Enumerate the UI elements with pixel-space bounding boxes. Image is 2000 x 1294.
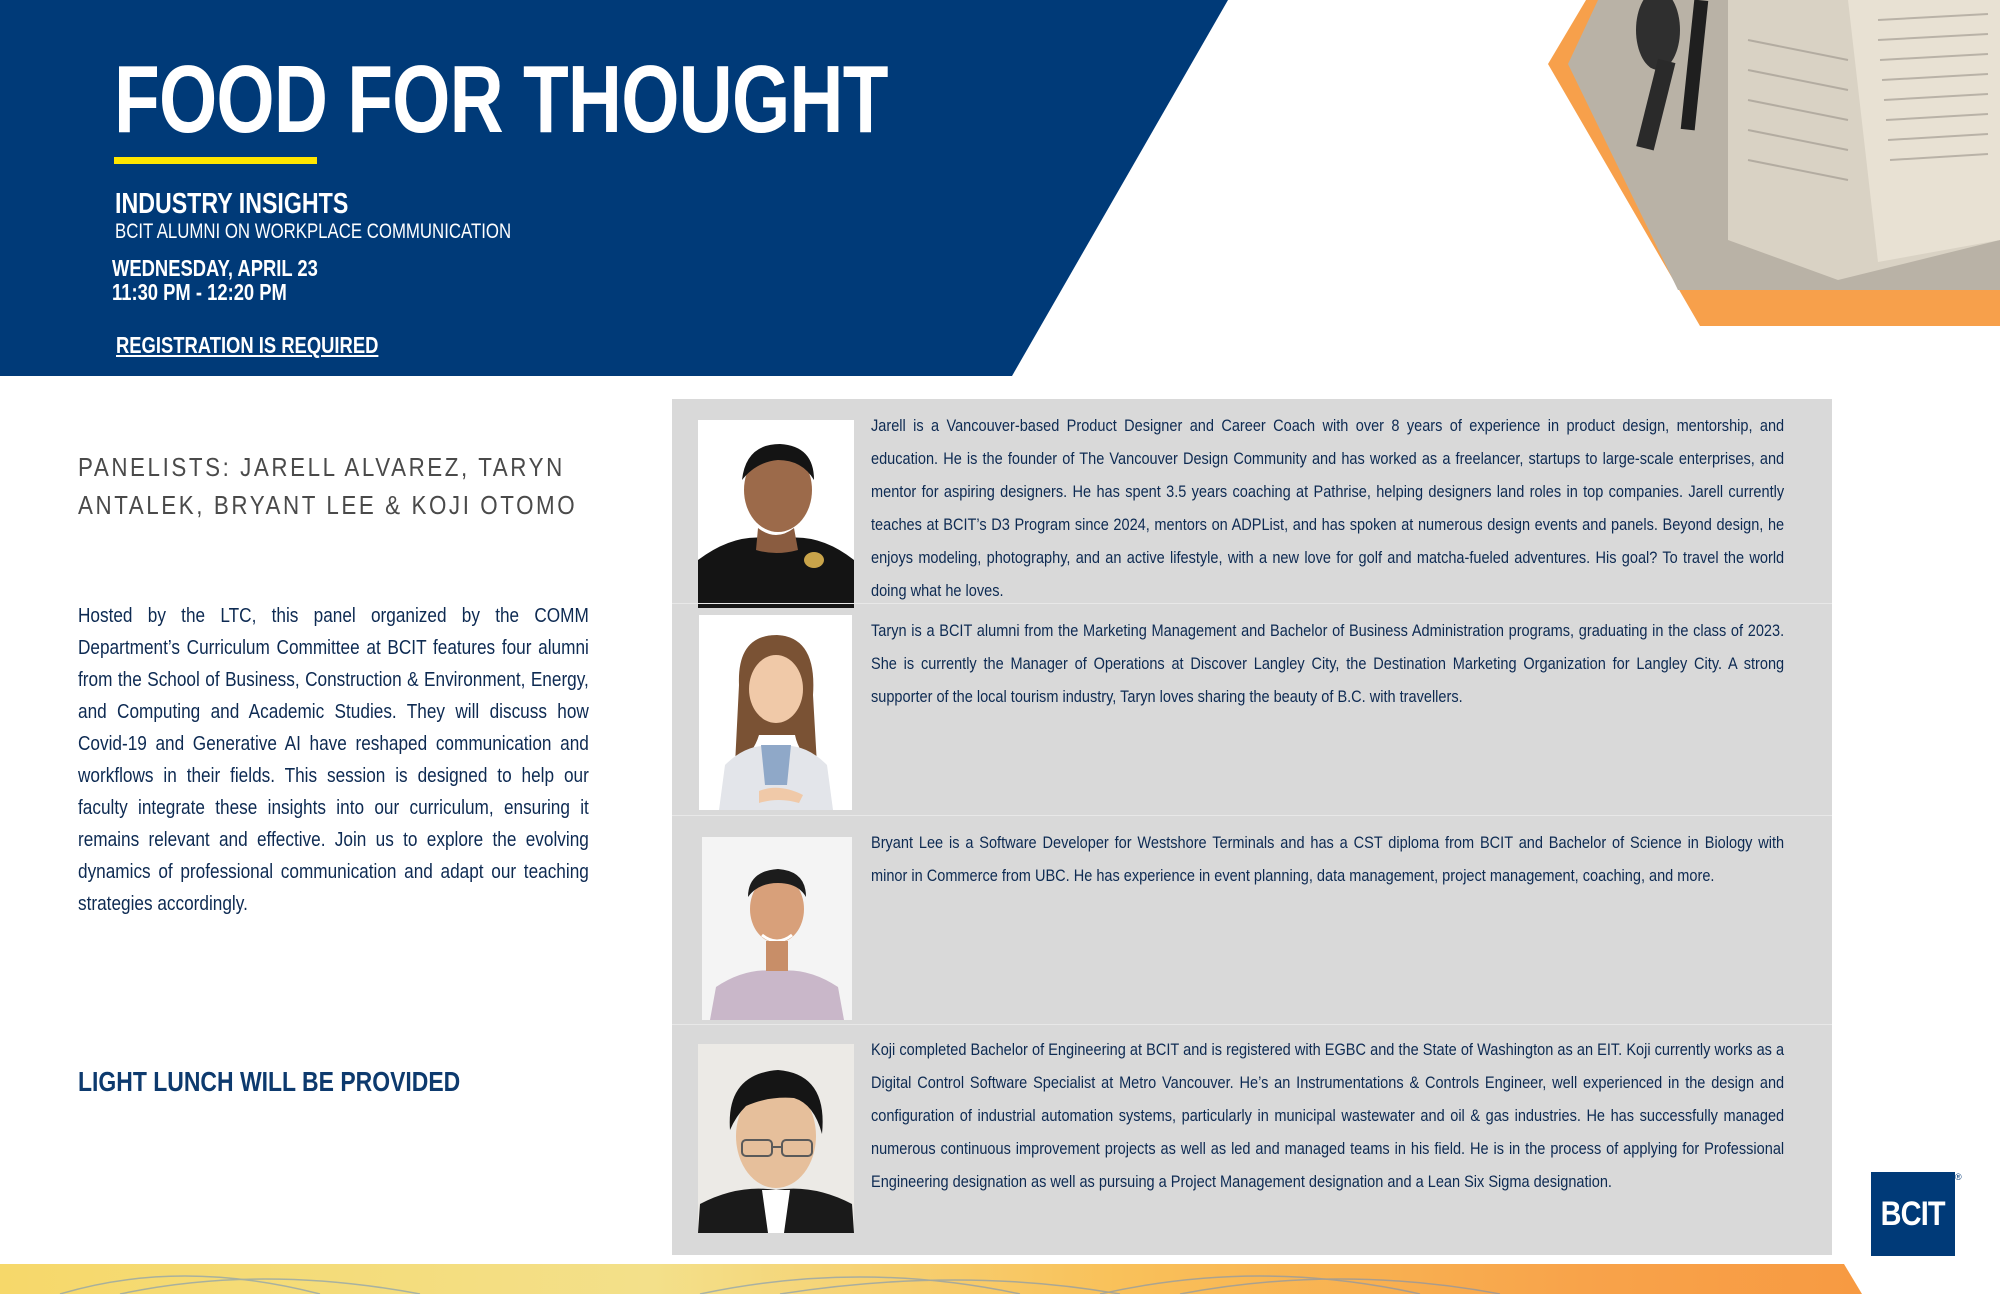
panelist-photo-koji — [698, 1044, 854, 1233]
panelist-bio-taryn: Taryn is a BCIT alumni from the Marketing Management and Bachelor of Business Administration programs, graduating in the class of 2023. She is currently the Manager of Operations at Discover Langley City, the Destination Marketing Organization for Langley City. A strong supporter of the local tourism industry, Taryn loves sharing the beauty of B.C. with travellers. — [871, 621, 1785, 706]
event-title: FOOD FOR THOUGHT — [114, 46, 888, 153]
registration-link[interactable]: REGISTRATION IS REQUIRED — [116, 332, 379, 358]
panelists-heading: PANELISTS: JARELL ALVAREZ, TARYN ANTALEK, BRYANT LEE & KOJI OTOMO — [78, 452, 578, 520]
event-description: Hosted by the LTC, this panel organized by the COMM Department’s Curriculum Committee at BCIT features four alumni from the School of Business, Construction & Environment, Energy, and Computing and Academic Studies. They will discuss how Covid-19 and Generative AI have reshaped communication and workflows in their fields. This session is designed to help our faculty integrate these insights into our curriculum, ensuring it remains relevant and effective. Join us to explore the evolving dynamics of professional communication and adapt our teaching strategies accordingly. — [78, 605, 589, 915]
panelist-photo-bryant — [702, 837, 852, 1020]
footer-decoration — [0, 1264, 2000, 1294]
panelists-box — [672, 399, 1832, 1255]
event-date: WEDNESDAY, APRIL 23 — [112, 255, 318, 281]
lunch-note: LIGHT LUNCH WILL BE PROVIDED — [78, 1066, 461, 1097]
panelist-card — [672, 399, 1832, 603]
panelist-card — [672, 604, 1832, 815]
event-subtitle: INDUSTRY INSIGHTS — [115, 188, 349, 220]
panelist-bio-jarell: Jarell is a Vancouver-based Product Designer and Career Coach with over 8 years of experience in product design, mentorship, and education. He is the founder of The Vancouver Design Community and has worked as a freelancer, startups to large-scale enterprises, and mentor for aspiring designers. He has spent 3.5 years coaching at Pathrise, helping designers land roles in top companies. Jarell currently teaches at BCIT’s D3 Program since 2024, mentors on ADPList, and has spoken at numerous design events and panels. Beyond design, he enjoys modeling, photography, and an active lifestyle, with a new love for golf and matcha-fueled adventures. His goal? To travel the world doing what he loves. — [871, 416, 1785, 600]
panelist-bio-koji: Koji completed Bachelor of Engineering at BCIT and is registered with EGBC and the State of Washington as an EIT. Koji currently works as a Digital Control Software Specialist at Metro Vancouver. He’s an Instrumentations & Controls Engineer, well experienced in the design and configuration of industrial automation systems, particularly in municipal wastewater and oil & gas industries. He has successfully managed numerous continuous improvement projects as well as led and managed teams in his field. He is in the process of applying for Professional Engineering designation as well as pursuing a Project Management designation and a Lean Six Sigma designation. — [871, 1040, 1785, 1191]
panelist-photo-taryn — [699, 615, 852, 810]
panelist-card — [672, 816, 1832, 1024]
bcit-logo-text: BCIT — [1880, 1194, 1946, 1233]
registered-mark: ® — [1955, 1172, 1962, 1182]
panelist-card — [672, 1025, 1832, 1255]
bcit-logo — [1871, 1172, 1955, 1256]
panelist-bio-bryant: Bryant Lee is a Software Developer for Westshore Terminals and has a CST diploma from BCIT and Bachelor of Science in Biology with minor in Commerce from UBC. He has experience in event planning, data management, project management, coaching, and more. — [871, 833, 1785, 885]
panelist-photo-jarell — [698, 420, 854, 608]
book-photo — [1548, 0, 2000, 326]
event-time: 11:30 PM - 12:20 PM — [112, 279, 287, 305]
event-subtitle-detail: BCIT ALUMNI ON WORKPLACE COMMUNICATION — [115, 220, 512, 243]
title-underline — [114, 157, 317, 164]
